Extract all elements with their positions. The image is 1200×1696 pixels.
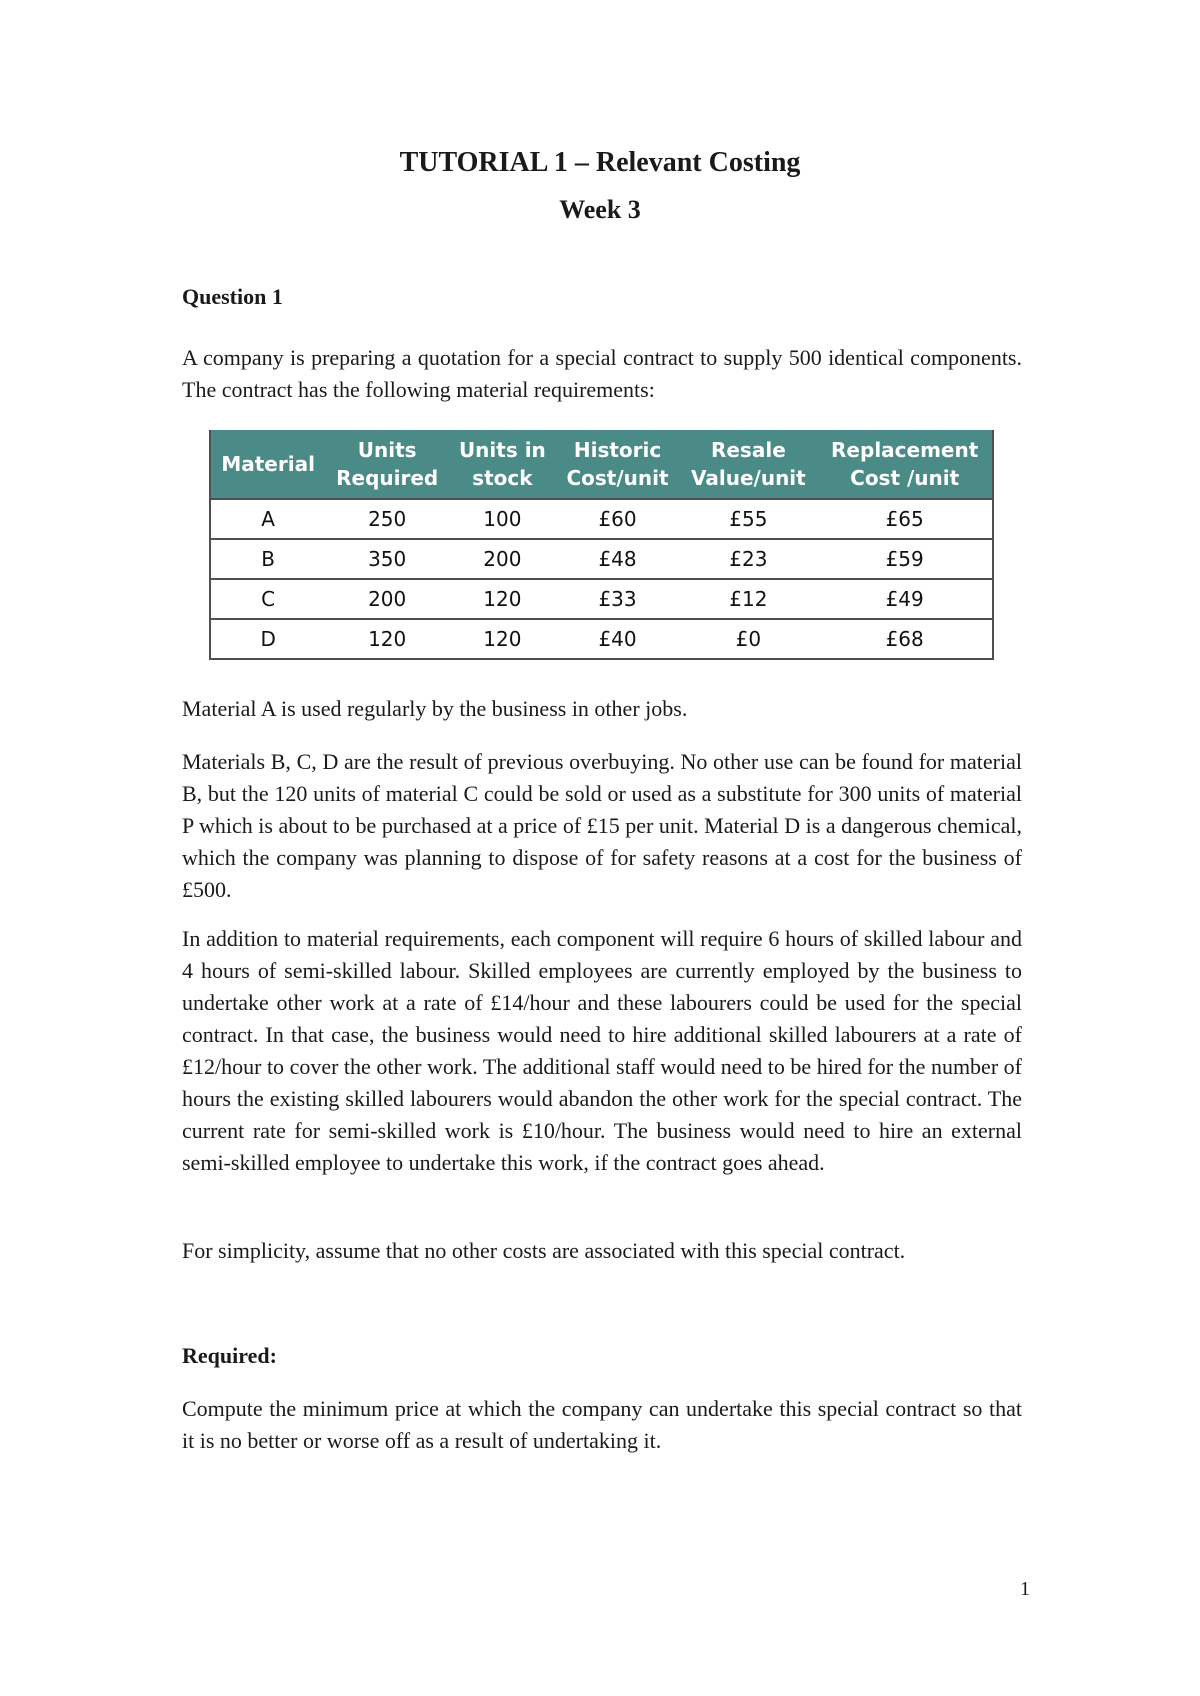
page-title: TUTORIAL 1 – Relevant Costing <box>399 147 801 178</box>
cell-units-required: 250 <box>325 499 449 539</box>
cell-units-in-stock: 120 <box>449 579 556 619</box>
header-line2: Cost/unit <box>566 466 669 490</box>
cell-material: B <box>210 539 325 579</box>
cell-resale-value: £55 <box>679 499 817 539</box>
week-label: Week 3 <box>559 195 641 224</box>
material-a-paragraph: Material A is used regularly by the business in other jobs. <box>182 696 688 721</box>
page-number: 1 <box>1020 1578 1030 1600</box>
header-line1: Resale <box>710 438 786 462</box>
header-line1: Historic <box>573 438 662 462</box>
cell-units-required: 120 <box>325 619 449 659</box>
question-intro: A company is preparing a quotation for a special contract to supply 500 identical components. The contract has the following material requirements: <box>182 345 1022 402</box>
header-material-line1: Material <box>221 452 315 476</box>
cell-replacement-cost: £68 <box>817 619 993 659</box>
table-row <box>210 619 993 659</box>
cell-resale-value: £23 <box>679 539 817 579</box>
cell-resale-value: £0 <box>679 619 817 659</box>
table-row <box>210 539 993 579</box>
cell-historic-cost: £40 <box>556 619 680 659</box>
question-heading: Question 1 <box>182 284 283 309</box>
simplicity-paragraph: For simplicity, assume that no other costs are associated with this special contract. <box>182 1238 906 1263</box>
header-line2: Cost /unit <box>850 466 960 490</box>
overbuying-paragraph: Materials B, C, D are the result of previous overbuying. No other use can be found for material B, but the 120 units of material C could be sold or used as a substitute for 300 units of material P which is about to be purchased at a price of £15 per unit. Material D is a dangerous chemical, which the company was planning to dispose of for safety reasons at a cost for the business of £500. <box>182 749 1022 902</box>
cell-material: C <box>210 579 325 619</box>
cell-historic-cost: £48 <box>556 539 680 579</box>
cell-resale-value: £12 <box>679 579 817 619</box>
cell-historic-cost: £33 <box>556 579 680 619</box>
header-line2: Value/unit <box>690 466 806 490</box>
materials-table <box>209 430 994 660</box>
header-line1: Units <box>357 438 417 462</box>
table-row <box>210 579 993 619</box>
labour-paragraph: In addition to material requirements, each component will require 6 hours of skilled labour and 4 hours of semi-skilled labour. Skilled employees are currently employed by the business to undertake other work at a rate of £14/hour and these labourers could be used for the special contract. In that case, the business would need to hire additional skilled labourers at a rate of £12/hour to cover the other work. The additional staff would need to be hired for the number of hours the existing skilled labourers would abandon the other work for the special contract. The current rate for semi-skilled work is £10/hour. The business would need to hire an external semi-skilled employee to undertake this work, if the contract goes ahead. <box>182 926 1022 1175</box>
header-line2: Required <box>336 466 439 490</box>
cell-material: D <box>210 619 325 659</box>
header-line1: Units in <box>458 438 546 462</box>
cell-units-in-stock: 120 <box>449 619 556 659</box>
header-line2: stock <box>472 466 533 490</box>
cell-units-in-stock: 100 <box>449 499 556 539</box>
cell-historic-cost: £60 <box>556 499 680 539</box>
cell-units-in-stock: 200 <box>449 539 556 579</box>
table-row <box>210 499 993 539</box>
cell-material: A <box>210 499 325 539</box>
table-header-row <box>210 430 993 499</box>
header-material <box>210 430 325 499</box>
header-units-required <box>325 430 449 499</box>
cell-replacement-cost: £49 <box>817 579 993 619</box>
header-line1: Replacement <box>831 438 979 462</box>
header-historic-cost <box>556 430 680 499</box>
header-resale-value <box>679 430 817 499</box>
required-text: Compute the minimum price at which the company can undertake this special contract so that it is no better or worse off as a result of undertaking it. <box>182 1396 1022 1453</box>
header-replacement-cost <box>817 430 993 499</box>
header-units-in-stock <box>449 430 556 499</box>
cell-units-required: 350 <box>325 539 449 579</box>
required-heading: Required: <box>182 1343 277 1368</box>
cell-replacement-cost: £59 <box>817 539 993 579</box>
cell-replacement-cost: £65 <box>817 499 993 539</box>
cell-units-required: 200 <box>325 579 449 619</box>
